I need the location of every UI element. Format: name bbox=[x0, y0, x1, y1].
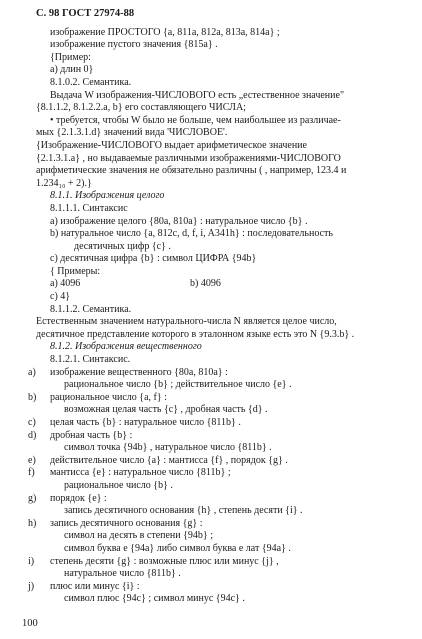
syntax-rule bbox=[50, 505, 408, 518]
text-line: {8.1.1.2, 8.1.2.2.a, b} его составляющего ЧИСЛА; bbox=[36, 102, 246, 114]
rule-key: j) bbox=[28, 580, 35, 592]
syntax-rule bbox=[50, 530, 408, 543]
rule-key bbox=[28, 480, 50, 493]
rule-text: действительное число {a} : мантисса {f} , порядок {g} . bbox=[50, 454, 288, 466]
text-line: 1.234₁₀ + 2).} bbox=[36, 177, 92, 189]
rule-key bbox=[28, 543, 50, 556]
rule-key bbox=[28, 379, 50, 392]
rule-key bbox=[28, 442, 50, 455]
syntax-rule bbox=[50, 568, 408, 581]
text-line: мых {2.1.3.1.d} значений вида 'ЧИСЛОВОЕ'. bbox=[36, 127, 228, 139]
syntax-rule bbox=[28, 580, 408, 594]
rule-key: i) bbox=[28, 555, 35, 567]
rule-key bbox=[28, 505, 50, 518]
text-line: { Примеры: bbox=[50, 265, 101, 277]
syntax-rule bbox=[28, 429, 408, 443]
text-line: {2.1.3.1.a} , но выдаваемые различными изображениями-ЧИСЛОВОГО bbox=[36, 152, 341, 164]
syntax-rule bbox=[28, 517, 408, 531]
text-line: а) длин 0} bbox=[50, 64, 94, 76]
section-heading: 8.1.1.2. Семантика. bbox=[50, 303, 132, 315]
rule-key: a) bbox=[28, 366, 36, 378]
syntax-rule bbox=[50, 593, 408, 606]
rule-text: символ буква e {94a} либо символ буква e лат {94a} . bbox=[64, 542, 291, 554]
rule-text: запись десятичного основания {h} , степень десяти {i} . bbox=[64, 505, 303, 517]
syntax-rule bbox=[50, 404, 408, 417]
rule-key: d) bbox=[28, 429, 37, 441]
rule-key bbox=[28, 568, 50, 581]
rule-text: возможная целая часть {c} , дробная часть {d} . bbox=[64, 404, 268, 416]
section-heading: 8.1.1.1. Синтаксис bbox=[50, 202, 128, 214]
rule-text: рациональное число {b} ; действительное число {e} . bbox=[64, 379, 292, 391]
section-heading: 8.1.2.1. Синтаксис. bbox=[50, 354, 131, 366]
rule-text: запись десятичного основания {g} : bbox=[50, 517, 203, 529]
text-line: c) десятичная цифра {b} : символ ЦИФРА {94b} bbox=[50, 253, 257, 265]
rule-key bbox=[28, 404, 50, 417]
rule-key: g) bbox=[28, 492, 37, 504]
syntax-rule bbox=[28, 417, 408, 430]
example-a: а) 4096 bbox=[50, 278, 81, 290]
syntax-rule bbox=[28, 454, 408, 468]
rule-key: h) bbox=[28, 517, 37, 529]
rule-text: плюс или минус {i} : bbox=[50, 580, 140, 592]
syntax-rules bbox=[28, 366, 408, 606]
example-row bbox=[36, 278, 408, 291]
syntax-rule bbox=[28, 366, 408, 380]
rule-key: e) bbox=[28, 454, 36, 466]
rule-key: b) bbox=[28, 391, 37, 403]
text-line: десятичных цифр {c} . bbox=[74, 240, 171, 252]
text-line: изображение пустого значения {815a} . bbox=[50, 39, 218, 51]
text-line: изображение ПРОСТОГО {a, 811a, 812a, 813a, 814a} ; bbox=[50, 26, 280, 38]
rule-text: символ точка {94b} , натуральное число {811b} . bbox=[64, 442, 272, 454]
rule-text: степень десяти {g} : возможные плюс или минус {j} , bbox=[50, 555, 279, 567]
syntax-rule bbox=[28, 555, 408, 569]
rule-key: c) bbox=[28, 417, 36, 428]
rule-key bbox=[28, 593, 50, 606]
syntax-rule bbox=[50, 379, 408, 392]
text-line: Естественным значением натурального-числа N является целое число, bbox=[36, 316, 337, 328]
rule-key: f) bbox=[28, 467, 35, 479]
rule-text: символ на десять в степени {94b} ; bbox=[64, 530, 214, 542]
rule-text: рациональное число {b} . bbox=[64, 479, 173, 491]
text-line: {Пример: bbox=[50, 51, 91, 63]
text-line: а) изображение целого {80a, 810a} : натуральное число {b} . bbox=[50, 215, 308, 227]
rule-text: мантисса {e} : натуральное число {811b} ; bbox=[50, 467, 231, 479]
section-heading: 8.1.0.2. Семантика. bbox=[50, 76, 132, 88]
section-heading: 8.1.1. Изображения целого bbox=[50, 190, 165, 202]
text-line: b) натуральное число {a, 812c, d, f, i, A341h} : последовательность bbox=[50, 228, 333, 240]
text-line: • требуется, чтобы W было не больше, чем наибольшее из различае- bbox=[50, 114, 341, 126]
rule-text: дробная часть {b} : bbox=[50, 429, 133, 441]
text-line: арифметические значения не обязательно различны ( , например, 123.4 и bbox=[36, 165, 347, 177]
syntax-rule bbox=[28, 391, 408, 405]
text-line: {Изображение-ЧИСЛОВОГО выдает арифметическое значение bbox=[36, 139, 307, 151]
syntax-rule bbox=[50, 543, 408, 556]
rule-text: порядок {e} : bbox=[50, 492, 107, 504]
rule-text: натуральное число {811b} . bbox=[64, 568, 181, 580]
page-header: С. 98 ГОСТ 27974-88 bbox=[36, 8, 135, 19]
rule-key bbox=[28, 530, 50, 543]
rule-text: рациональное число {a, f} : bbox=[50, 391, 167, 403]
page-number: 100 bbox=[22, 618, 38, 629]
syntax-rule bbox=[50, 442, 408, 455]
syntax-rule bbox=[28, 492, 408, 506]
rule-text: целая часть {b} : натуральное число {811b} . bbox=[50, 417, 241, 428]
text-line: десятичное представление которого в эталонном языке есть это N {9.3.b} . bbox=[36, 328, 355, 340]
syntax-rule bbox=[50, 480, 408, 493]
rule-text: изображение вещественного {80a, 810a} : bbox=[50, 366, 228, 378]
rule-text: символ плюс {94c} ; символ минус {94c} . bbox=[64, 593, 245, 605]
syntax-rule bbox=[28, 467, 408, 480]
section-heading: 8.1.2. Изображения вещественного bbox=[50, 341, 202, 353]
text-line: c) 4} bbox=[50, 291, 71, 303]
example-b: b) 4096 bbox=[190, 278, 221, 290]
text-line: Выдача W изображения-ЧИСЛОВОГО есть „естественное значение" bbox=[50, 89, 345, 101]
